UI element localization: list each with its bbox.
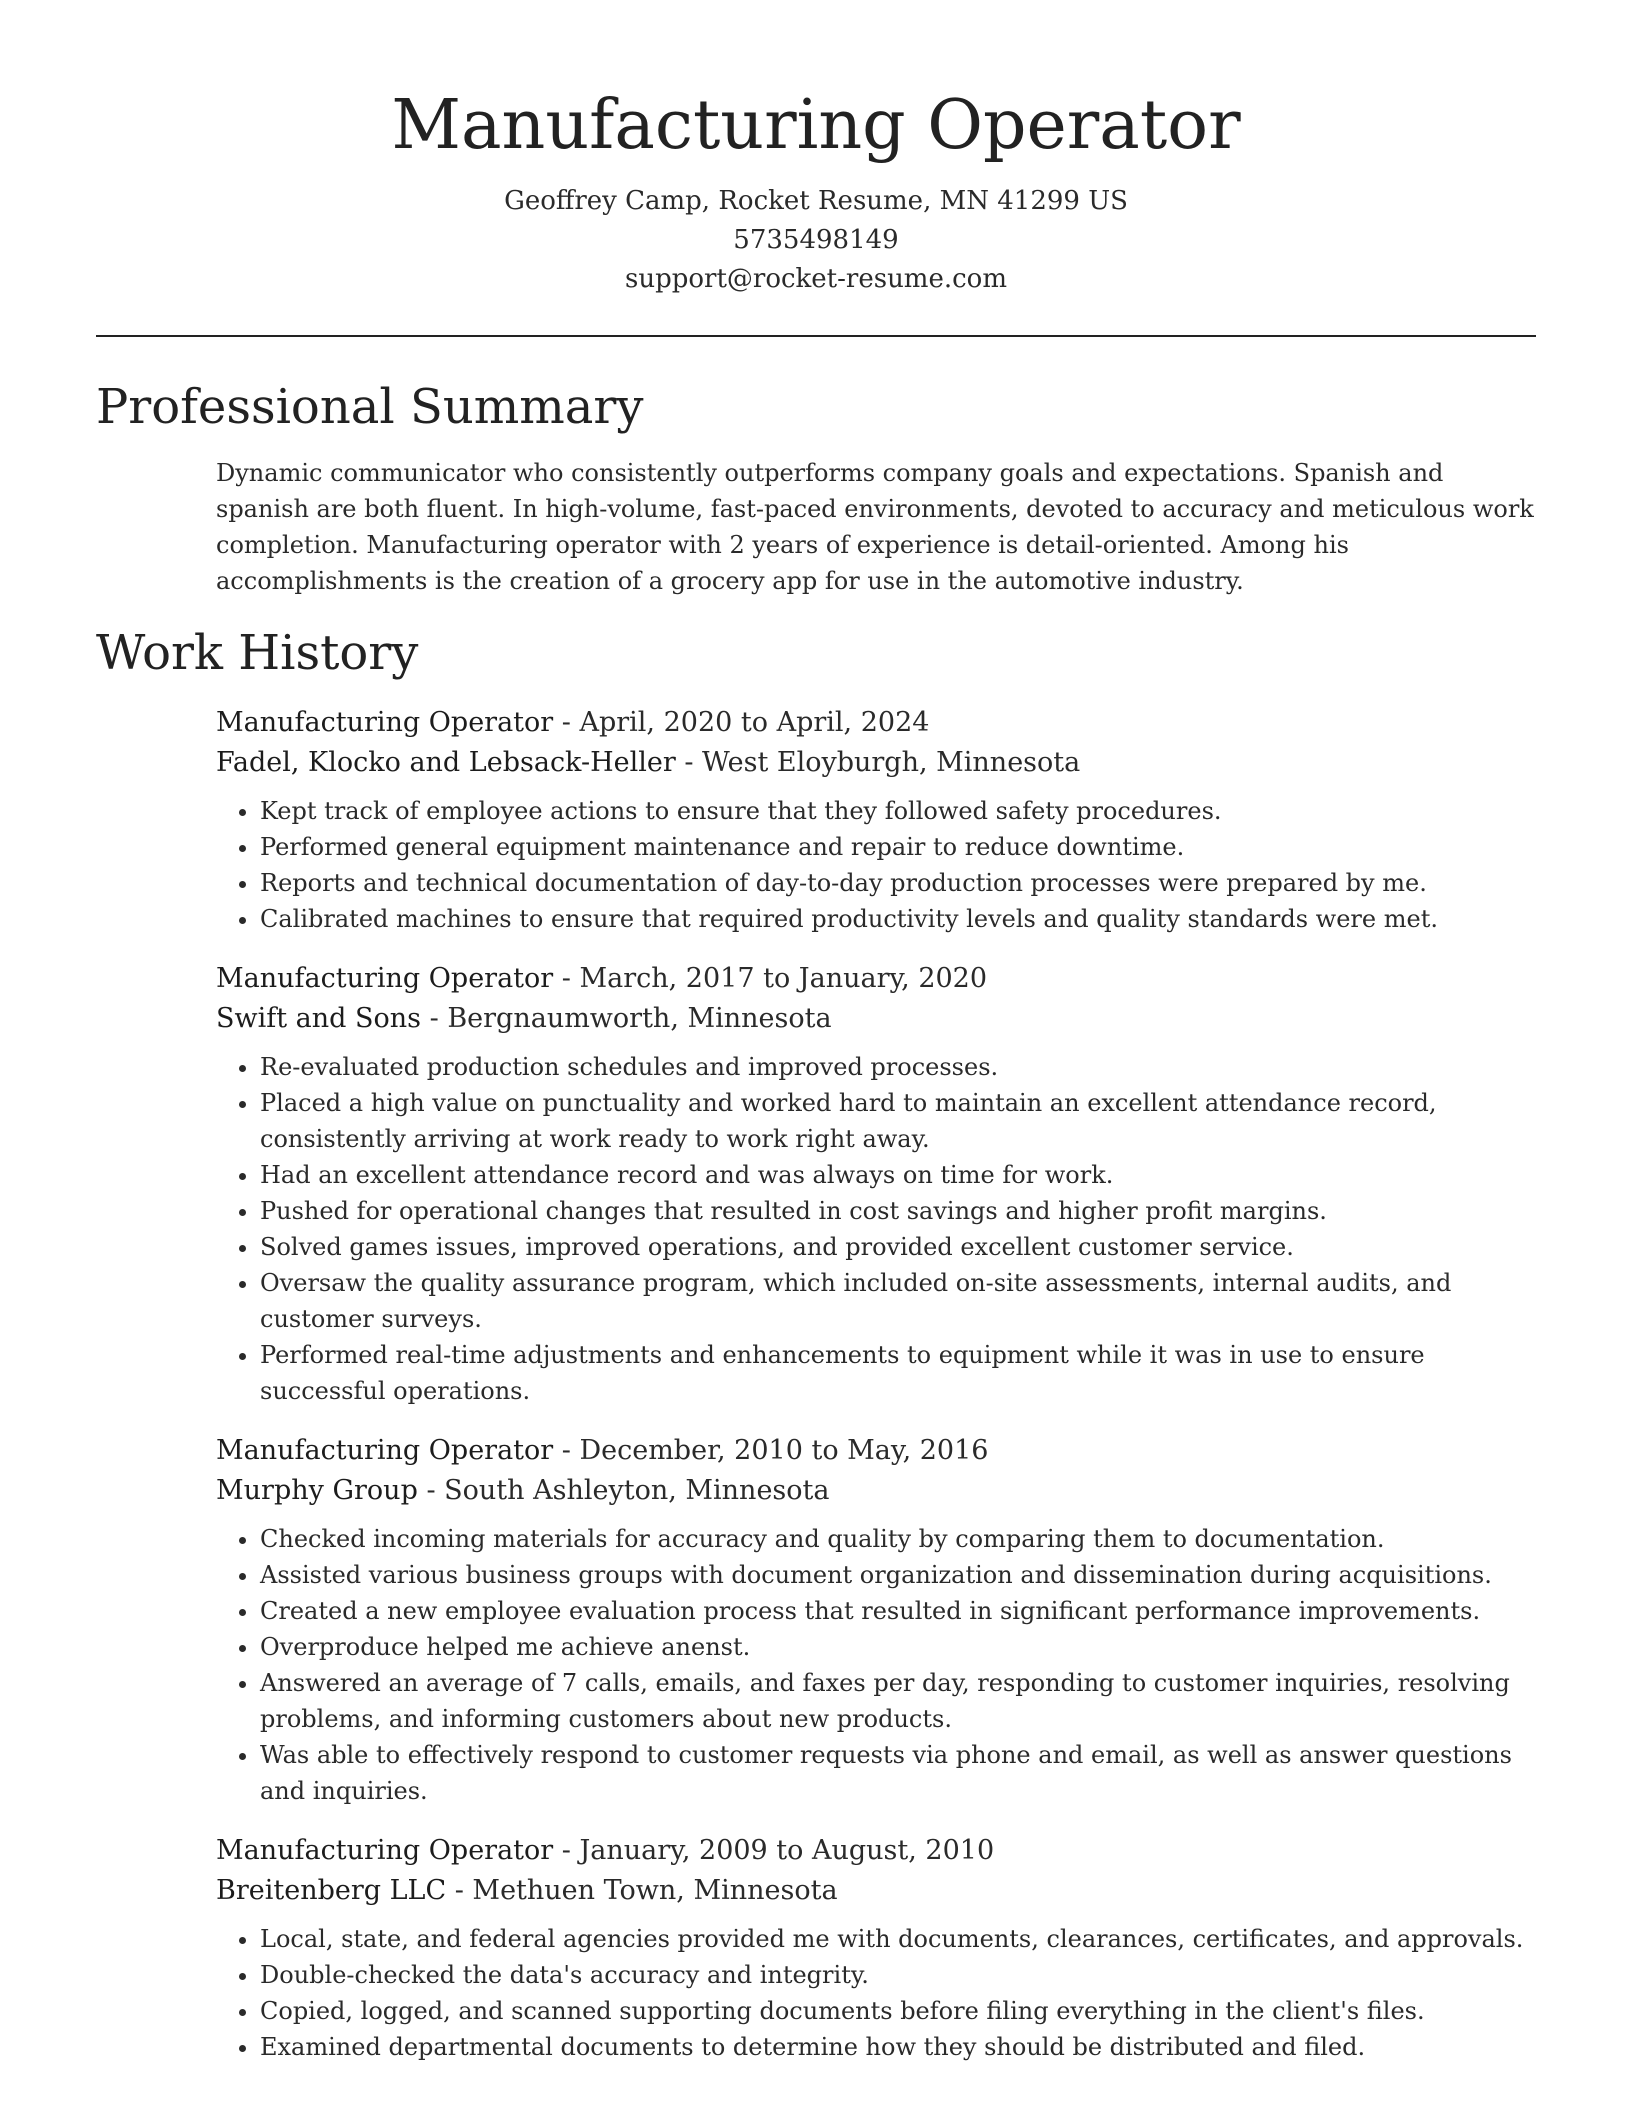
job-location: - Bergnaumworth, Minnesota [421, 1003, 832, 1034]
job-title-line [216, 703, 1536, 743]
job-title: Manufacturing Operator [216, 963, 554, 994]
resume-title: Manufacturing Operator [391, 86, 1241, 165]
job-dates: - April, 2020 to April, 2024 [553, 707, 930, 738]
job-bullet: • Local, state, and federal agencies provided me with documents, clearances, certificates, and approvals. [260, 1921, 1536, 1957]
job-bullet: • Pushed for operational changes that resulted in cost savings and higher profit margins. [260, 1193, 1536, 1229]
contact-block [96, 182, 1536, 299]
job-location: - Methuen Town, Minnesota [446, 1875, 838, 1906]
job-bullet: • Double-checked the data's accuracy and integrity. [260, 1957, 1536, 1993]
job-title-line [216, 1831, 1536, 1871]
job-bullet: • Oversaw the quality assurance program, which included on-site assessments, internal audits, and customer surveys. [260, 1265, 1536, 1337]
job-company-line [216, 999, 1536, 1039]
job-bullet: • Was able to effectively respond to customer requests via phone and email, as well as answer questions and inquiries. [260, 1737, 1536, 1809]
job-bullet: • Checked incoming materials for accuracy and quality by comparing them to documentation. [260, 1521, 1536, 1557]
contact-email: support@rocket-resume.com [624, 264, 1007, 294]
job-company: Fadel, Klocko and Lebsack-Heller [216, 747, 676, 778]
job-bullet: • Assisted various business groups with document organization and dissemination during acquisitions. [260, 1557, 1536, 1593]
job-bullet: • Calibrated machines to ensure that required productivity levels and quality standards were met. [260, 901, 1536, 937]
job-bullet: • Reports and technical documentation of day-to-day production processes were prepared by me. [260, 865, 1536, 901]
header-divider [96, 335, 1536, 337]
contact-phone: 5735498149 [733, 225, 899, 255]
job-bullet: • Placed a high value on punctuality and worked hard to maintain an excellent attendance record, consistently arriving at work ready to work right away. [260, 1085, 1536, 1157]
job-bullet: • Examined departmental documents to determine how they should be distributed and filed. [260, 2029, 1536, 2065]
job-title: Manufacturing Operator [216, 707, 554, 738]
job-bullets [216, 1521, 1536, 1809]
job-bullet: • Kept track of employee actions to ensure that they followed safety procedures. [260, 793, 1536, 829]
job-dates: - March, 2017 to January, 2020 [553, 963, 988, 994]
job-bullets [216, 1921, 1536, 2065]
contact-address: Geoffrey Camp, Rocket Resume, MN 41299 US [504, 186, 1128, 216]
job-bullet: • Answered an average of 7 calls, emails, and faxes per day, responding to customer inquiries, resolving problems, and informing customers about new products. [260, 1665, 1536, 1737]
resume-page [96, 0, 1536, 2065]
job-entry [216, 1431, 1536, 1809]
summary-heading: Professional Summary [96, 379, 644, 435]
job-dates: - December, 2010 to May, 2016 [553, 1435, 989, 1466]
summary-text: Dynamic communicator who consistently outperforms company goals and expectations. Spanish and spanish are both fluent. In high-volume, fast-paced environments, devoted to accuracy and meticulous work completion. Manufacturing operator with 2 years of experience is detail-oriented. Among his accomplishments is the creation of a grocery app for use in the automotive industry. [216, 459, 1534, 595]
resume-header [96, 0, 1536, 299]
job-company-line [216, 743, 1536, 783]
job-bullet: • Performed general equipment maintenance and repair to reduce downtime. [260, 829, 1536, 865]
job-bullet: • Had an excellent attendance record and was always on time for work. [260, 1157, 1536, 1193]
job-bullet: • Created a new employee evaluation process that resulted in significant performance improvements. [260, 1593, 1536, 1629]
work-history-list [216, 703, 1536, 2065]
job-title-line [216, 959, 1536, 999]
job-entry [216, 959, 1536, 1409]
job-bullet: • Performed real-time adjustments and enhancements to equipment while it was in use to ensure successful operations. [260, 1337, 1536, 1409]
job-bullet: • Overproduce helped me achieve anenst. [260, 1629, 1536, 1665]
job-title: Manufacturing Operator [216, 1435, 554, 1466]
job-entry [216, 703, 1536, 937]
job-company: Breitenberg LLC [216, 1875, 447, 1906]
job-bullet: • Copied, logged, and scanned supporting documents before filing everything in the client's files. [260, 1993, 1536, 2029]
job-company-line [216, 1471, 1536, 1511]
job-bullets [216, 793, 1536, 937]
job-title: Manufacturing Operator [216, 1835, 554, 1866]
job-bullet: • Re-evaluated production schedules and improved processes. [260, 1049, 1536, 1085]
job-entry [216, 1831, 1536, 2065]
job-bullets [216, 1049, 1536, 1409]
job-bullet: • Solved games issues, improved operations, and provided excellent customer service. [260, 1229, 1536, 1265]
job-title-line [216, 1431, 1536, 1471]
job-company: Murphy Group [216, 1475, 418, 1506]
job-location: - South Ashleyton, Minnesota [417, 1475, 830, 1506]
job-location: - West Eloyburgh, Minnesota [675, 747, 1081, 778]
job-dates: - January, 2009 to August, 2010 [553, 1835, 995, 1866]
work-history-heading: Work History [96, 625, 419, 681]
job-company: Swift and Sons [216, 1003, 422, 1034]
job-company-line [216, 1871, 1536, 1911]
